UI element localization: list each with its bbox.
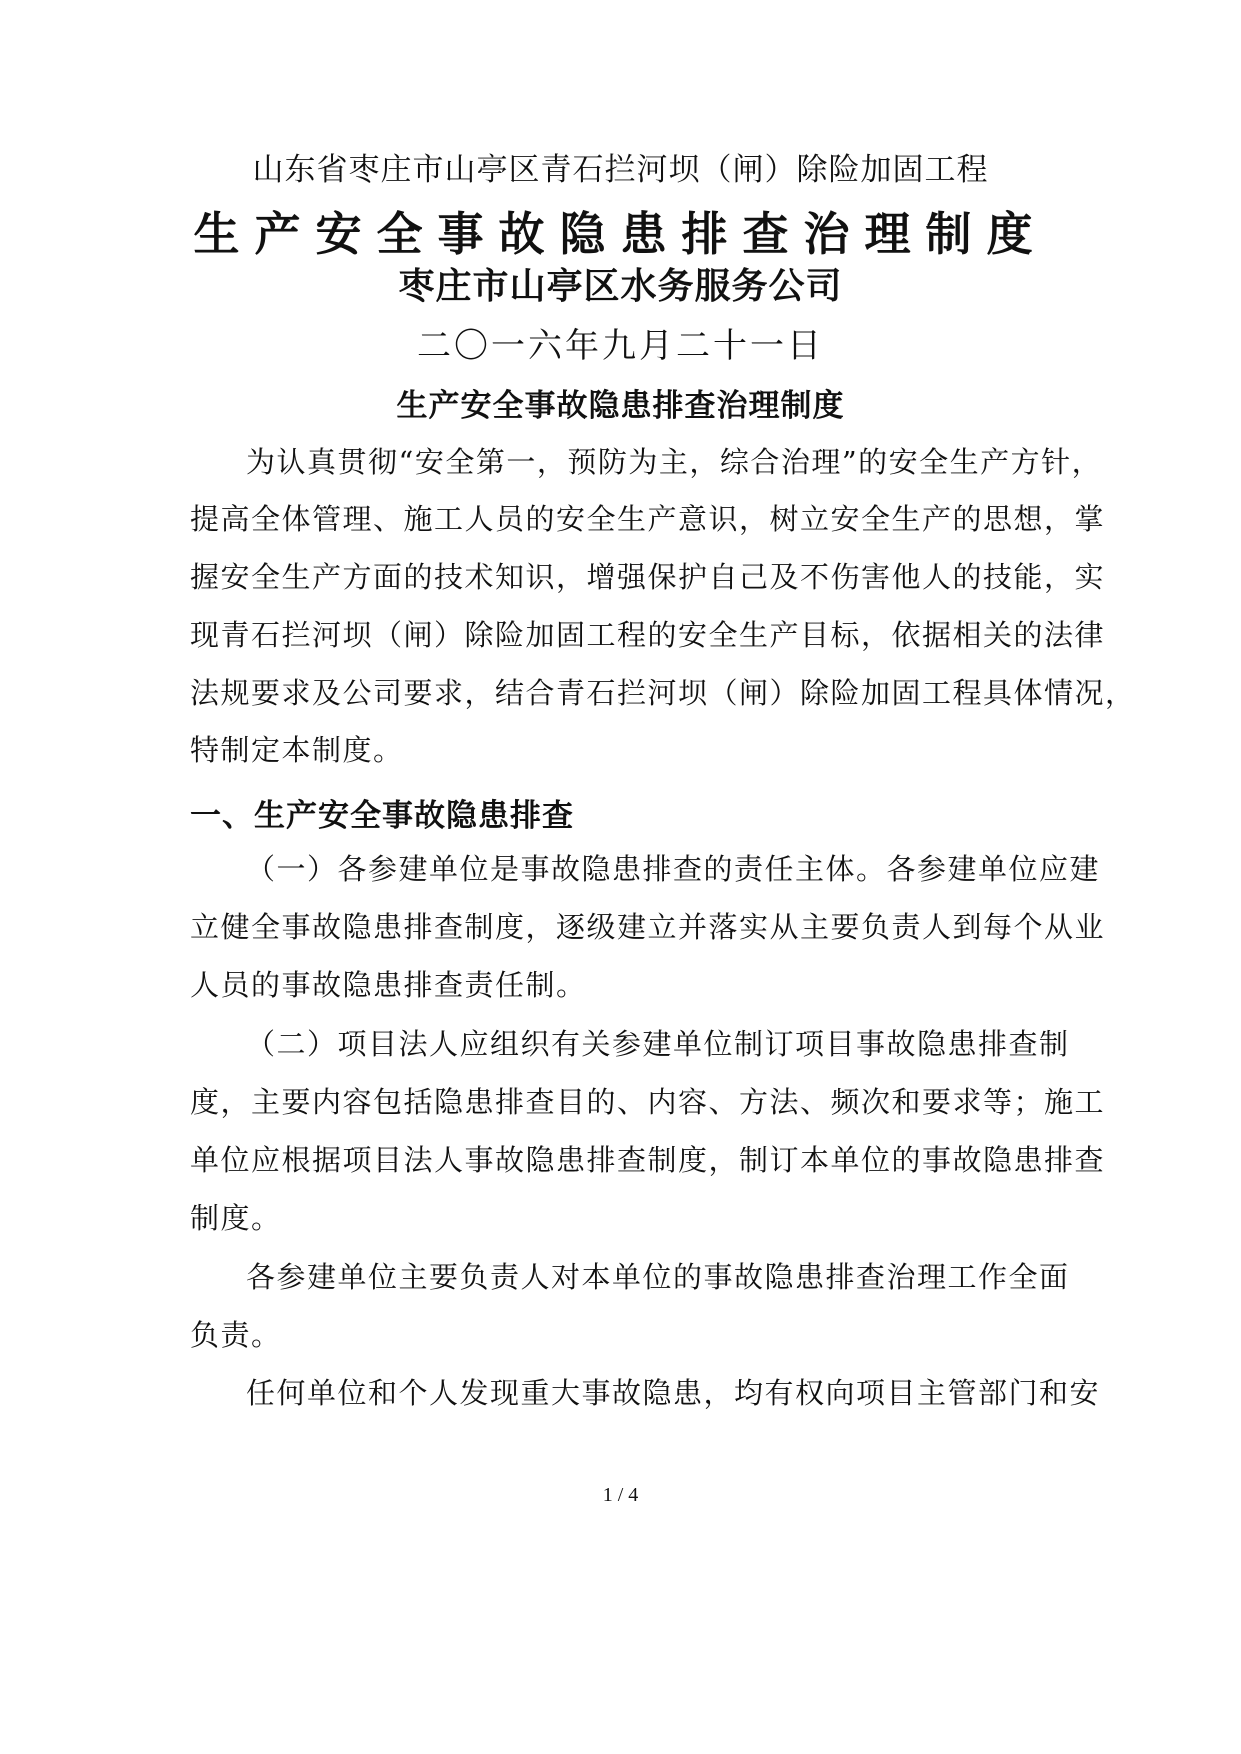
intro-line: 握安全生产方面的技术知识，增强保护自己及不伤害他人的技能，实: [190, 560, 1106, 594]
paragraph-line: （二）项目法人应组织有关参建单位制订项目事故隐患排查制: [246, 1027, 1070, 1061]
intro-line: 特制定本制度。: [190, 733, 404, 767]
page-number: 1 / 4: [602, 1484, 639, 1506]
intro-line: 现青石拦河坝（闸）除险加固工程的安全生产目标，依据相关的法律: [190, 618, 1106, 652]
paragraph-line: 任何单位和个人发现重大事故隐患，均有权向项目主管部门和安: [246, 1376, 1101, 1410]
paragraph-line: 负责。: [190, 1318, 282, 1352]
paragraph-line: 制度。: [190, 1201, 282, 1235]
intro-line: 法规要求及公司要求，结合青石拦河坝（闸）除险加固工程具体情况，: [190, 676, 1136, 710]
intro-line: 提高全体管理、施工人员的安全生产意识，树立安全生产的思想，掌: [190, 502, 1106, 536]
section-heading: 一、生产安全事故隐患排查: [190, 798, 574, 834]
document-date: 二〇一六年九月二十一日: [417, 326, 824, 366]
section-title: 生产安全事故隐患排查治理制度: [396, 388, 845, 424]
paragraph-line: 各参建单位主要负责人对本单位的事故隐患排查治理工作全面: [246, 1260, 1070, 1294]
company-name: 枣庄市山亭区水务服务公司: [398, 266, 843, 307]
paragraph-line: 单位应根据项目法人事故隐患排查制度，制订本单位的事故隐患排查: [190, 1143, 1106, 1177]
paragraph-line: 人员的事故隐患排查责任制。: [190, 968, 587, 1002]
paragraph-line: （一）各参建单位是事故隐患排查的责任主体。各参建单位应建: [246, 852, 1101, 886]
document-title: 生产安全事故隐患排查治理制度: [193, 207, 1048, 261]
intro-line: 为认真贯彻“安全第一，预防为主，综合治理”的安全生产方针，: [246, 445, 1103, 479]
project-title: 山东省枣庄市山亭区青石拦河坝（闸）除险加固工程: [252, 152, 989, 188]
paragraph-line: 立健全事故隐患排查制度，逐级建立并落实从主要负责人到每个从业: [190, 910, 1106, 944]
paragraph-line: 度，主要内容包括隐患排查目的、内容、方法、频次和要求等；施工: [190, 1085, 1106, 1119]
